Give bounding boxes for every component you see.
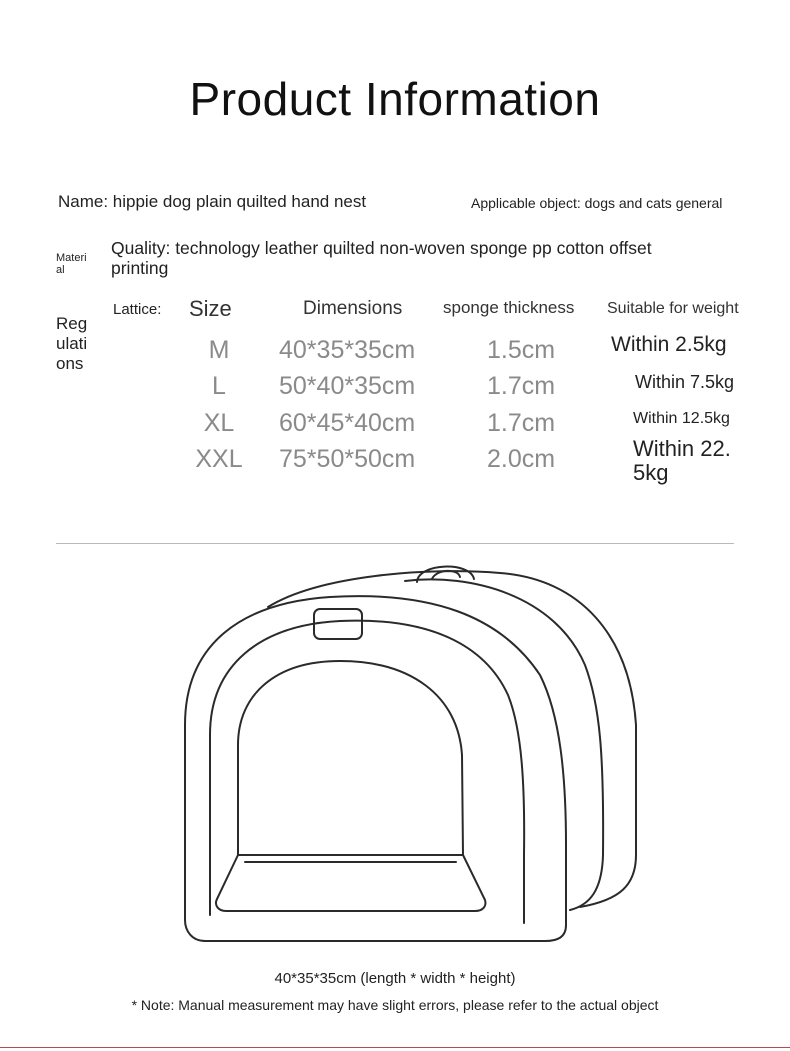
row-m-dimensions: 40*35*35cm xyxy=(279,336,416,364)
applicable-object: Applicable object: dogs and cats general xyxy=(471,195,723,211)
header-sponge-thickness: sponge thickness xyxy=(443,298,575,317)
bottom-border xyxy=(0,1047,790,1048)
quality-text: Quality: technology leather quilted non-woven sponge pp cotton offset printing xyxy=(111,238,652,278)
row-xl-size: XL xyxy=(203,409,235,437)
row-xxl-size: XXL xyxy=(195,445,243,473)
dimension-caption: 40*35*35cm (length * width * height) xyxy=(274,970,516,987)
row-m-sponge: 1.5cm xyxy=(487,336,556,364)
header-size: Size xyxy=(189,296,232,321)
row-xl-weight: Within 12.5kg xyxy=(633,410,730,427)
lattice-label: Lattice: xyxy=(113,301,162,318)
row-xl-dimensions: 60*45*40cm xyxy=(279,409,416,437)
regulations-label: Reg ulati ons xyxy=(56,314,88,373)
row-xxl-sponge: 2.0cm xyxy=(487,445,556,473)
pet-house-icon xyxy=(0,555,790,965)
header-weight: Suitable for weight xyxy=(607,300,739,317)
header-dimensions: Dimensions xyxy=(303,298,403,319)
page-title: Product Information xyxy=(189,73,601,125)
row-l-sponge: 1.7cm xyxy=(487,372,556,400)
material-label: Materi al xyxy=(56,252,87,276)
row-l-size: L xyxy=(212,372,226,400)
row-xxl-dimensions: 75*50*50cm xyxy=(279,445,416,473)
product-name: Name: hippie dog plain quilted hand nest xyxy=(58,192,367,211)
measurement-note: * Note: Manual measurement may have slight errors, please refer to the actual object xyxy=(131,997,659,1013)
row-l-dimensions: 50*40*35cm xyxy=(279,372,416,400)
row-m-size: M xyxy=(208,336,230,364)
row-l-weight: Within 7.5kg xyxy=(635,372,735,392)
row-xxl-weight: Within 22. 5kg xyxy=(633,436,731,485)
section-divider xyxy=(56,543,734,544)
row-xl-sponge: 1.7cm xyxy=(487,409,556,437)
row-m-weight: Within 2.5kg xyxy=(611,333,727,356)
